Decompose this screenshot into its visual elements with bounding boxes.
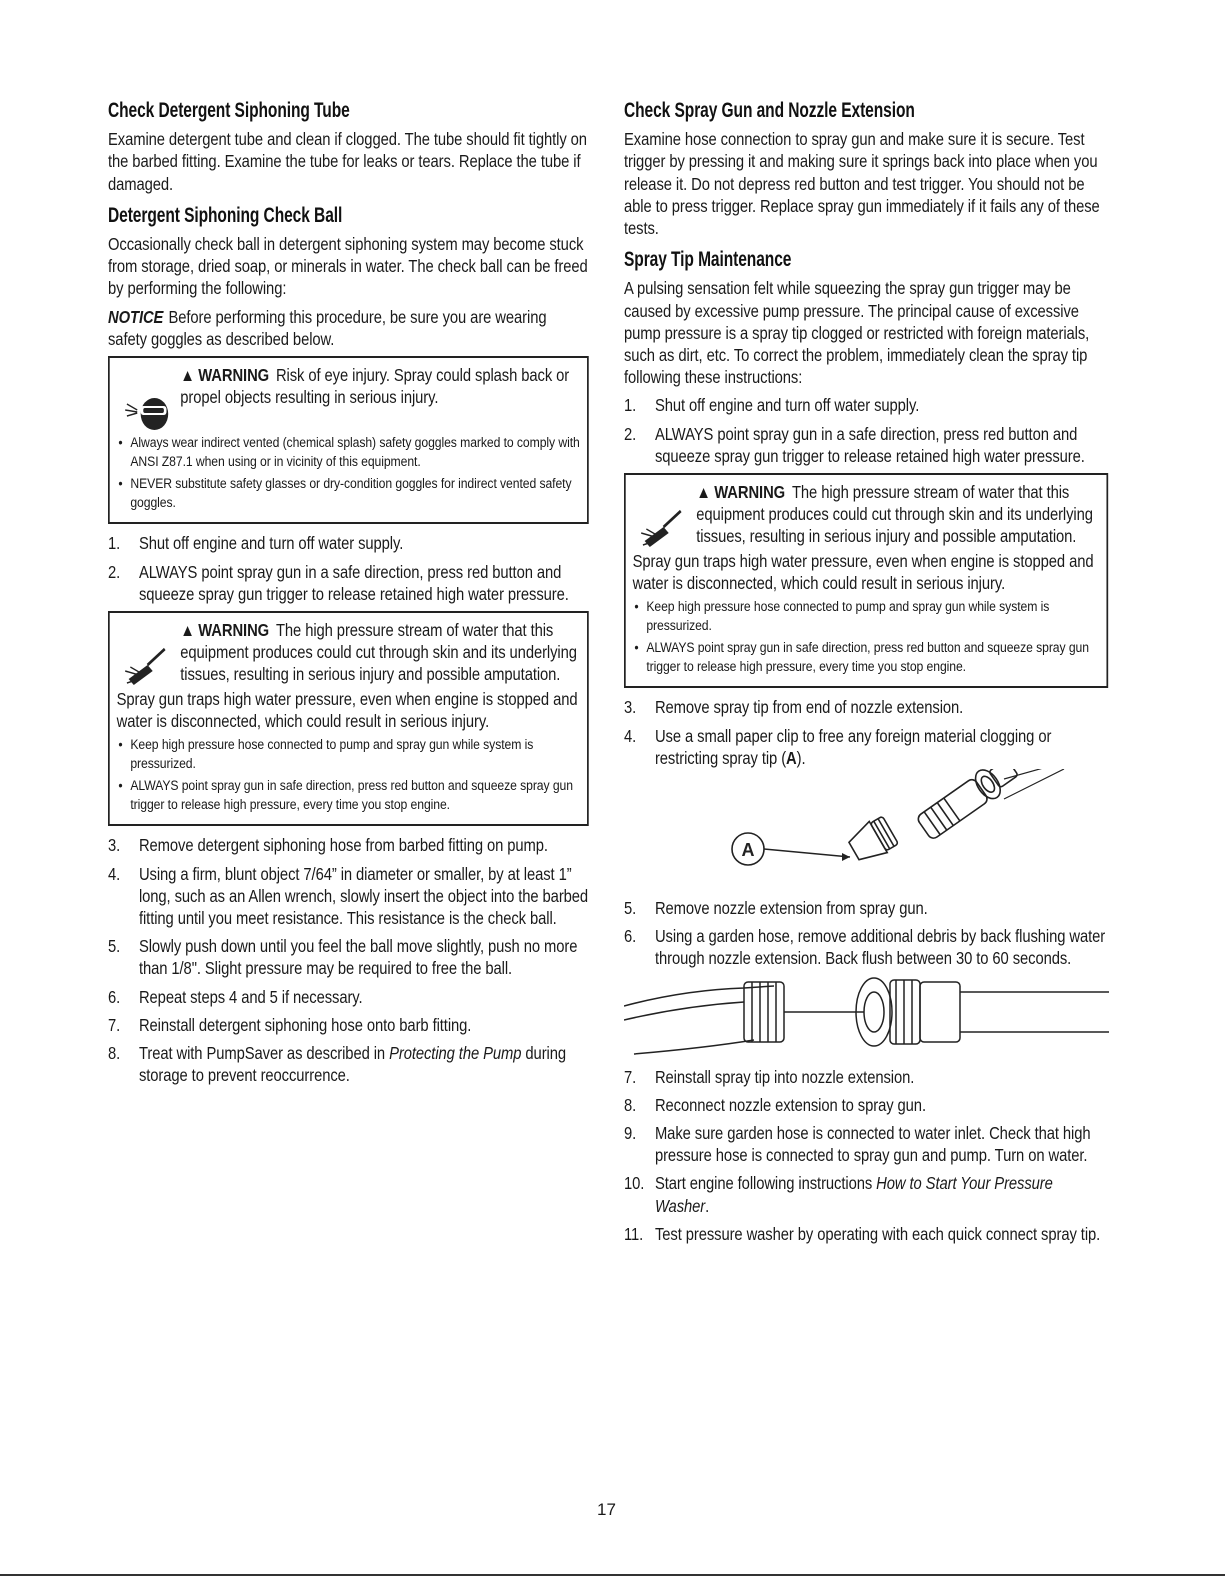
list-item [624,897,1108,919]
step-number: 3. [108,835,121,856]
step-text: Reinstall detergent siphoning hose onto barb fitting. [138,1014,472,1035]
list-item [624,725,1108,769]
list-item [624,1066,1108,1088]
step-text: Using a firm, blunt object 7/64” in diameter or smaller, by at least 1” long, such as an Allen wrench, slowly insert the object into the barbed fitting until you meet resistance. This resistance is the check ball. [138,863,589,929]
list-item [108,532,589,554]
list-item [624,394,1108,416]
heading-check-detergent-tube: Check Detergent Siphoning Tube [108,99,350,122]
notice-paragraph [108,306,589,350]
step-number: 11. [624,1223,644,1244]
warning-text: Risk of eye injury. Spray could splash back or propel objects resulting in serious injury. [180,365,570,408]
alert-triangle-icon: ▲ [696,482,711,503]
right-column-text-final [624,1066,1108,1245]
list-item [108,935,589,979]
bottom-divider [0,1574,1225,1576]
notice-text: Before performing this procedure, be sure you are wearing safety goggles as described below. [108,306,547,349]
step-number: 6. [108,986,121,1007]
step-number: 5. [108,936,121,957]
high-pressure-injection-icon [638,507,690,551]
step-text: Test pressure washer by operating with each quick connect spray tip. [654,1223,1101,1244]
warning-bullets [117,434,581,512]
left-column [108,100,590,1092]
check-ball-paragraph: Occasionally check ball in detergent siphoning system may become stuck from storage, dried soap, or minerals in water. The check ball can be freed by performing the following: [108,234,588,299]
warning-header [633,481,1100,548]
list-item [624,925,1108,969]
warning-bullet: • Keep high pressure hose connected to pump and spray gun while system is pressurized. [633,598,1100,635]
nozzle-extension-figure [624,972,1109,1058]
notice-label: NOTICE [108,306,164,327]
list-item [624,1172,1108,1216]
heading-check-spray-gun: Check Spray Gun and Nozzle Extension [624,99,915,122]
warning-body: Spray gun traps high water pressure, even when engine is stopped and water is disconnected, which could result in serious injury. [632,550,1094,593]
right-column-text-continued [624,897,1108,970]
high-pressure-injection-icon [122,645,174,689]
detergent-tube-paragraph: Examine detergent tube and clean if clogged. The tube should fit tightly on the barbed fitting. Examine the tube for leaks or tears. Replace the tube if damaged. [108,129,587,194]
goggles-icon [122,390,174,434]
warning-title: WARNING [198,620,270,641]
spray-gun-paragraph: Examine hose connection to spray gun and make sure it is secure. Test trigger by pressing it and making sure it springs back into place when you release it. Do not depress red button and test trigger. You should not be able to press trigger. Replace spray gun immediately if it fails any of these tests. [624,129,1100,239]
step-text: Shut off engine and turn off water supply. [138,533,404,554]
step-number: 4. [108,863,121,884]
step-text: Remove detergent siphoning hose from barbed fitting on pump. [138,835,548,856]
step-text: Start engine following instructions [654,1173,877,1194]
steps-list-a [108,532,589,605]
warning-header [117,364,581,424]
step-text: Remove nozzle extension from spray gun. [654,898,928,919]
step-reference: Protecting the Pump [389,1043,522,1064]
list-item [108,863,589,930]
spray-tip-paragraph: A pulsing sensation felt while squeezing the spray gun trigger may be caused by excessive pump pressure. The principal cause of excessive pump pressure is a spray tip clogged or restricted with foreign materials, such as dirt, etc. To correct the problem, immediately clean the spray tip following these instructions: [624,278,1090,388]
step-callout: A [786,747,797,768]
step-number: 2. [108,561,121,582]
step-text: Reconnect nozzle extension to spray gun. [654,1094,926,1115]
warning-bullet: • Always wear indirect vented (chemical splash) safety goggles marked to comply with ANSI Z87.1 when using or in vicinity of this equipment. [117,434,581,471]
alert-triangle-icon: ▲ [180,365,195,386]
right-column [624,100,1109,1251]
list-item [624,423,1108,467]
steps-list-b [108,834,589,1086]
step-text: Remove spray tip from end of nozzle extension. [654,697,964,718]
list-item [108,834,589,856]
callout-arrow-icon [842,853,850,861]
warning-bullet: • ALWAYS point spray gun in safe direction, press red button and squeeze spray gun trigger to release high pressure, every time you stop engine. [633,639,1100,676]
step-text: Slowly push down until you feel the ball move slightly, push no more than 1/8". Slight pressure may be required to free the ball. [138,936,578,979]
warning-header [117,619,581,686]
spray-tip-figure [624,769,1109,889]
step-number: 10. [624,1173,645,1194]
step-text: Repeat steps 4 and 5 if necessary. [138,986,363,1007]
left-column-text [108,100,589,1086]
step-number: 8. [624,1094,637,1115]
warning-text: The high pressure stream of water that this equipment produces could cut through skin and its underlying tissues, resulting in serious injury and possible amputation. [696,482,1093,547]
step-text: ALWAYS point spray gun in a safe direction, press red button and squeeze spray gun trigger to release retained high water pressure. [654,423,1085,466]
spray-tip-illustration [845,769,1064,867]
right-column-text [624,100,1108,769]
step-text: Reinstall spray tip into nozzle extension. [654,1066,915,1087]
warning-body: Spray gun traps high water pressure, even when engine is stopped and water is disconnected, which could result in serious injury. [116,688,578,731]
warning-bullets [117,736,581,814]
list-item [108,561,589,605]
step-number: 7. [624,1066,637,1087]
step-number: 3. [624,697,637,718]
step-number: 7. [108,1014,121,1035]
list-item [108,986,589,1008]
steps-list-b [624,696,1108,769]
list-item [108,1042,589,1086]
warning-bullet: • Keep high pressure hose connected to pump and spray gun while system is pressurized. [117,736,581,773]
step-number: 2. [624,423,637,444]
step-text: ALWAYS point spray gun in a safe direction, press red button and squeeze spray gun trigger to release retained high water pressure. [138,561,569,604]
list-item [624,1223,1108,1245]
step-reference: How to Start Your Pressure Washer [654,1173,1053,1216]
warning-box-eye-injury [108,356,589,524]
step-number: 4. [624,725,637,746]
callout-leader-line [764,849,850,857]
step-number: 1. [108,533,121,554]
list-item [624,1122,1108,1166]
step-text: during storage to prevent reoccurrence. [138,1043,567,1086]
list-item [624,696,1108,718]
list-item [624,1094,1108,1116]
step-text: Treat with PumpSaver as described in [138,1043,390,1064]
step-number: 9. [624,1123,637,1144]
steps-list-c [624,897,1108,970]
step-number: 5. [624,898,637,919]
step-text: Shut off engine and turn off water supply. [654,395,920,416]
step-text: . [705,1195,710,1216]
warning-title: WARNING [714,482,786,503]
page-number: 17 [597,1500,616,1519]
step-number: 8. [108,1043,121,1064]
callout-a-label: A [741,840,755,861]
step-number: 1. [624,395,637,416]
step-text: Using a garden hose, remove additional debris by back flushing water through nozzle extension. Back flush between 30 to 60 seconds. [654,926,1106,969]
warning-title: WARNING [198,365,270,386]
step-number: 6. [624,926,637,947]
warning-box-high-pressure [108,611,589,826]
list-item [108,1014,589,1036]
warning-bullet: • ALWAYS point spray gun in safe direction, press red button and squeeze spray gun trigger to release high pressure, every time you stop engine. [117,777,581,814]
warning-box-high-pressure [624,473,1108,688]
heading-check-ball: Detergent Siphoning Check Ball [108,203,343,227]
step-text: ). [796,747,806,768]
steps-list-a [624,394,1108,467]
warning-bullets [633,598,1100,676]
alert-triangle-icon: ▲ [180,620,195,641]
heading-spray-tip-maintenance: Spray Tip Maintenance [624,248,792,272]
warning-text: The high pressure stream of water that this equipment produces could cut through skin and its underlying tissues, resulting in serious injury and possible amputation. [180,620,577,685]
steps-list-d [624,1066,1108,1245]
step-text: Use a small paper clip to free any foreign material clogging or restricting spray tip ( [654,725,1052,768]
warning-bullet: • NEVER substitute safety glasses or dry-condition goggles for indirect vented safety goggles. [117,475,581,512]
step-text: Make sure garden hose is connected to water inlet. Check that high pressure hose is connected to spray gun and pump. Turn on water. [654,1123,1091,1166]
